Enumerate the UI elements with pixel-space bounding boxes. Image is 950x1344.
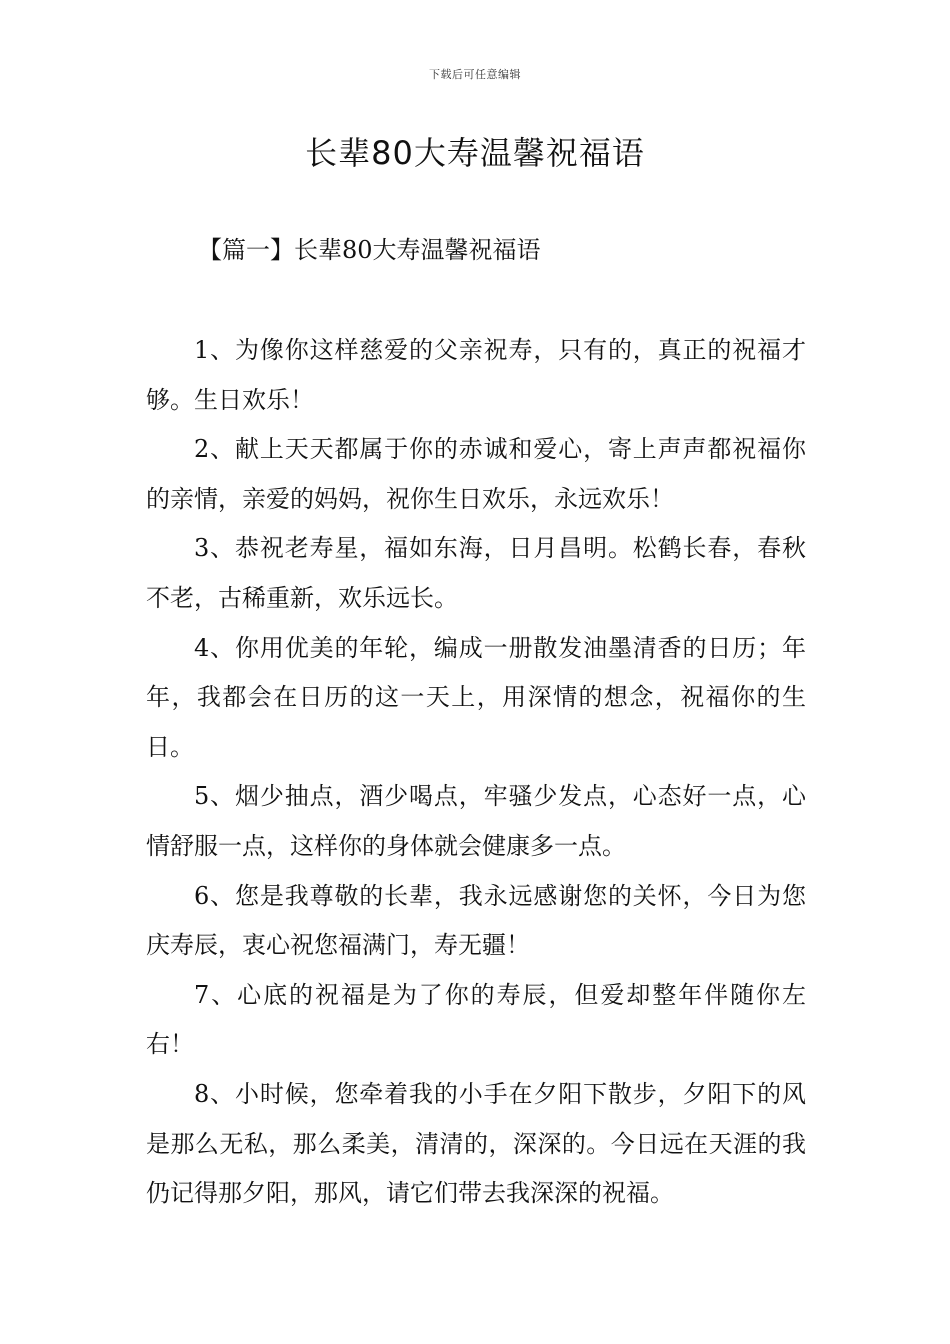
document-body: [146, 326, 806, 1219]
paragraph-2: 2、献上天天都属于你的赤诚和爱心，寄上声声都祝福你的亲情，亲爱的妈妈，祝你生日欢乐，永远欢乐！: [146, 435, 806, 513]
paragraph-3: 3、恭祝老寿星，福如东海，日月昌明。松鹤长春，春秋不老，古稀重新，欢乐远长。: [146, 534, 806, 612]
paragraph-8: 8、小时候，您牵着我的小手在夕阳下散步，夕阳下的风是那么无私，那么柔美，清清的，深深的。今日远在天涯的我仍记得那夕阳，那风，请它们带去我深深的祝福。: [146, 1079, 806, 1208]
paragraph-1: 1、为像你这样慈爱的父亲祝寿，只有的，真正的祝福才够。生日欢乐！: [146, 336, 806, 414]
header-note: 下载后可任意编辑: [429, 68, 521, 81]
section-heading: 【篇一】长辈80大寿温馨祝福语: [198, 236, 541, 264]
paragraph-5: 5、烟少抽点，酒少喝点，牢骚少发点，心态好一点，心情舒服一点，这样你的身体就会健康多一点。: [146, 782, 806, 860]
paragraph-4: 4、你用优美的年轮，编成一册散发油墨清香的日历；年年，我都会在日历的这一天上，用深情的想念，祝福你的生日。: [146, 633, 806, 761]
document-title: 长辈80大寿温馨祝福语: [305, 134, 645, 172]
paragraph-6: 6、您是我尊敬的长辈，我永远感谢您的关怀，今日为您庆寿辰，衷心祝您福满门，寿无疆！: [146, 881, 806, 960]
paragraph-7: 7、心底的祝福是为了你的寿辰，但爱却整年伴随你左右！: [146, 980, 806, 1059]
